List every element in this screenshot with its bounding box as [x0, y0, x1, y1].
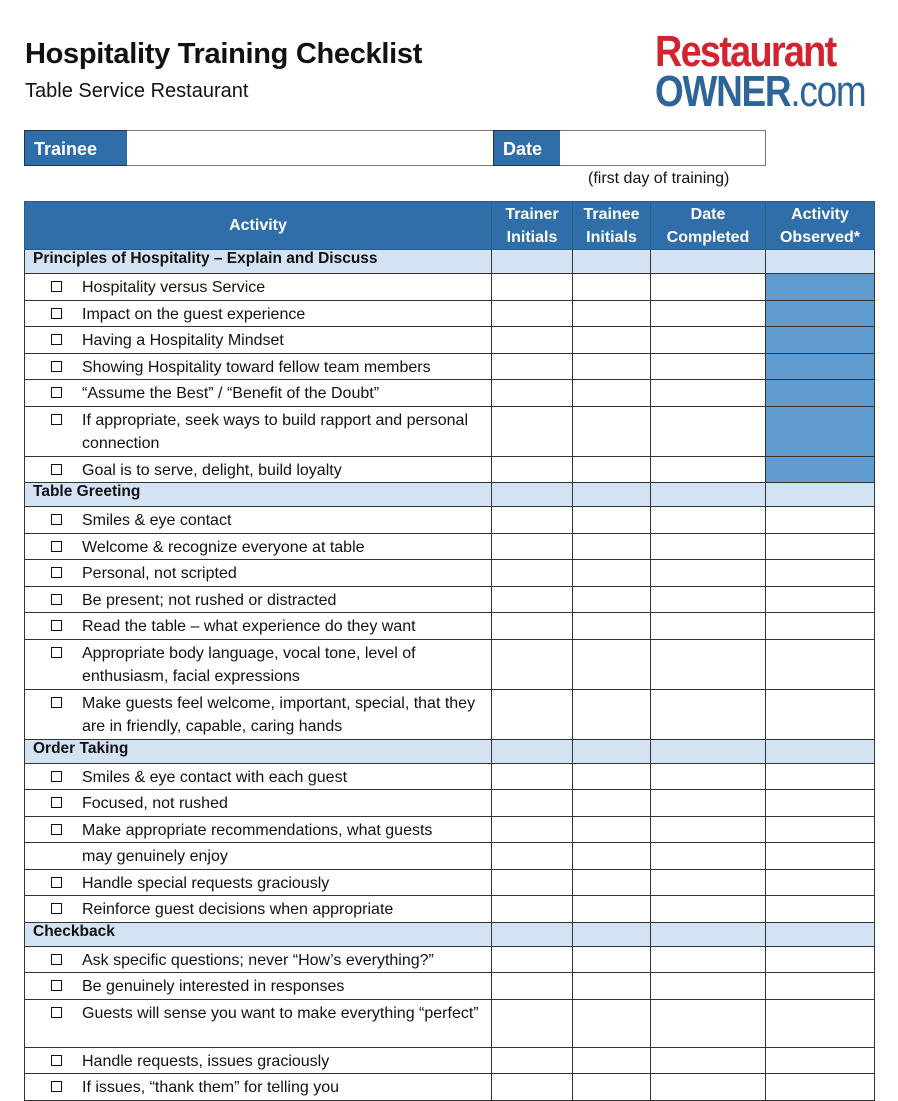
activity-cell: [25, 274, 492, 301]
trainer-initials-cell[interactable]: [492, 613, 573, 640]
checklist-row: [25, 327, 875, 354]
checklist-row: [25, 1047, 875, 1074]
section-empty-cell: [651, 739, 766, 763]
checkbox-icon[interactable]: [51, 824, 62, 835]
checkbox-icon[interactable]: [51, 567, 62, 578]
date-completed-cell[interactable]: [651, 1074, 766, 1101]
checklist-row: [25, 274, 875, 301]
activity-observed-cell[interactable]: [766, 763, 875, 790]
trainer-initials-cell[interactable]: [492, 816, 573, 843]
trainer-initials-cell[interactable]: [492, 1047, 573, 1074]
date-completed-cell[interactable]: [651, 456, 766, 483]
trainee-initials-cell[interactable]: [573, 816, 651, 843]
activity-item: [25, 1048, 491, 1074]
trainee-label: Trainee: [24, 130, 128, 166]
trainee-initials-cell[interactable]: [573, 763, 651, 790]
activity-observed-cell[interactable]: [766, 639, 875, 689]
trainee-initials-cell[interactable]: [573, 639, 651, 689]
activity-observed-cell[interactable]: [766, 274, 875, 301]
section-empty-cell: [492, 922, 573, 946]
date-completed-cell[interactable]: [651, 613, 766, 640]
checkbox-icon[interactable]: [51, 1007, 62, 1018]
col-date-completed-l2: Completed: [666, 228, 750, 246]
activity-text: Make appropriate recommendations, what guests: [82, 821, 433, 839]
activity-item: [25, 790, 491, 816]
activity-observed-cell[interactable]: [766, 1074, 875, 1101]
checkbox-icon[interactable]: [51, 877, 62, 888]
trainee-initials-cell[interactable]: [573, 586, 651, 613]
date-completed-cell[interactable]: [651, 560, 766, 587]
trainee-initials-cell[interactable]: [573, 999, 651, 1047]
section-title: Order Taking: [25, 739, 492, 763]
activity-cell: [25, 327, 492, 354]
date-label: Date: [493, 130, 561, 166]
activity-cell: [25, 896, 492, 923]
checklist-row: [25, 560, 875, 587]
activity-cell: [25, 973, 492, 1000]
activity-cell: [25, 999, 492, 1047]
trainer-initials-cell[interactable]: [492, 300, 573, 327]
date-completed-cell[interactable]: [651, 639, 766, 689]
col-activity-observed: [766, 202, 875, 250]
activity-observed-cell[interactable]: [766, 790, 875, 817]
activity-text: Smiles & eye contact: [82, 512, 232, 529]
activity-observed-cell[interactable]: [766, 973, 875, 1000]
trainer-initials-cell[interactable]: [492, 406, 573, 456]
activity-item: [25, 843, 491, 869]
activity-cell: [25, 560, 492, 587]
trainee-initials-cell[interactable]: [573, 327, 651, 354]
activity-text: If issues, “thank them” for telling you: [82, 1079, 339, 1096]
checklist-row: [25, 816, 875, 843]
date-completed-cell[interactable]: [651, 869, 766, 896]
checkbox-icon[interactable]: [51, 620, 62, 631]
col-trainer-initials: [492, 202, 573, 250]
trainee-initials-cell[interactable]: [573, 946, 651, 973]
checkbox-icon[interactable]: [51, 514, 62, 525]
checklist-row: [25, 1074, 875, 1101]
checklist-row: [25, 790, 875, 817]
col-trainee-initials: [573, 202, 651, 250]
trainee-initials-cell[interactable]: [573, 869, 651, 896]
section-empty-cell: [651, 922, 766, 946]
section-title: Table Greeting: [25, 483, 492, 507]
page-subtitle: Table Service Restaurant: [25, 80, 249, 102]
trainee-initials-cell[interactable]: [573, 406, 651, 456]
activity-text: may genuinely enjoy: [82, 848, 228, 865]
checklist-row: [25, 533, 875, 560]
section-empty-cell: [651, 483, 766, 507]
activity-observed-cell[interactable]: [766, 1047, 875, 1074]
activity-cell: [25, 353, 492, 380]
checkbox-icon[interactable]: [51, 1081, 62, 1092]
activity-cell: [25, 946, 492, 973]
activity-cell: [25, 689, 492, 739]
checkbox-icon[interactable]: [51, 334, 62, 345]
trainer-initials-cell[interactable]: [492, 946, 573, 973]
activity-item: [25, 973, 491, 999]
activity-text: Read the table – what experience do they want: [82, 618, 416, 635]
date-hint: (first day of training): [588, 170, 730, 187]
col-activity-observed-l2: Observed*: [779, 228, 861, 246]
page-title: Hospitality Training Checklist: [25, 38, 423, 70]
col-date-completed: [651, 202, 766, 250]
date-completed-cell[interactable]: [651, 300, 766, 327]
activity-item: [25, 1074, 491, 1100]
section-empty-cell: [766, 922, 875, 946]
date-completed-cell[interactable]: [651, 999, 766, 1047]
trainer-initials-cell[interactable]: [492, 999, 573, 1047]
trainee-initials-cell[interactable]: [573, 507, 651, 534]
activity-item: [25, 327, 491, 353]
trainer-initials-cell[interactable]: [492, 843, 573, 870]
col-trainee-initials-l2: Initials: [586, 228, 637, 246]
checkbox-icon[interactable]: [51, 594, 62, 605]
checkbox-icon[interactable]: [51, 797, 62, 808]
col-activity: Activity: [25, 202, 492, 250]
activity-text: Reinforce guest decisions when appropriate: [82, 901, 394, 918]
activity-cell: [25, 533, 492, 560]
activity-observed-cell[interactable]: [766, 843, 875, 870]
date-field-wrap: [560, 130, 766, 166]
activity-observed-cell[interactable]: [766, 816, 875, 843]
section-row: [25, 250, 875, 274]
activity-text: Be present; not rushed or distracted: [82, 591, 337, 609]
activity-text: Having a Hospitality Mindset: [82, 332, 284, 349]
section-row: [25, 739, 875, 763]
activity-text: Make guests feel welcome, important, special, that they are in friendly, capable, caring hands: [82, 694, 476, 735]
checklist-row: [25, 586, 875, 613]
activity-cell: [25, 507, 492, 534]
activity-cell: [25, 613, 492, 640]
section-empty-cell: [651, 250, 766, 274]
checklist-row: [25, 973, 875, 1000]
activity-text: Handle requests, issues graciously: [82, 1052, 330, 1070]
logo-line-2: [655, 67, 866, 116]
trainee-initials-cell[interactable]: [573, 274, 651, 301]
activity-observed-cell[interactable]: [766, 946, 875, 973]
activity-text: Ask specific questions; never “How’s everything?”: [82, 951, 434, 969]
trainer-initials-cell[interactable]: [492, 533, 573, 560]
activity-text: Handle special requests graciously: [82, 874, 330, 892]
activity-observed-cell[interactable]: [766, 353, 875, 380]
checklist-row: [25, 946, 875, 973]
activity-cell: [25, 816, 492, 843]
checklist-row: [25, 999, 875, 1047]
trainer-initials-cell[interactable]: [492, 639, 573, 689]
checklist-row: [25, 300, 875, 327]
checkbox-icon[interactable]: [51, 361, 62, 372]
activity-observed-cell[interactable]: [766, 869, 875, 896]
spacer: [51, 850, 62, 861]
table-body: [25, 250, 875, 1101]
activity-cell: [25, 1047, 492, 1074]
activity-text: Smiles & eye contact with each guest: [82, 768, 348, 786]
checkbox-icon[interactable]: [51, 414, 62, 425]
trainee-initials-cell[interactable]: [573, 380, 651, 407]
activity-item: [25, 870, 491, 896]
date-input[interactable]: [560, 131, 765, 165]
activity-text: “Assume the Best” / “Benefit of the Doubt”: [82, 385, 380, 402]
activity-text: Personal, not scripted: [82, 565, 237, 582]
activity-text: Appropriate body language, vocal tone, level of enthusiasm, facial expressions: [82, 644, 416, 685]
checklist-row: [25, 456, 875, 483]
activity-observed-cell[interactable]: [766, 999, 875, 1047]
trainee-initials-cell[interactable]: [573, 456, 651, 483]
section-empty-cell: [766, 250, 875, 274]
activity-cell: [25, 456, 492, 483]
section-empty-cell: [492, 483, 573, 507]
checklist-row: [25, 507, 875, 534]
activity-item: [25, 301, 491, 327]
col-trainee-initials-l1: Trainee: [583, 205, 640, 223]
section-empty-cell: [573, 250, 651, 274]
trainee-initials-cell[interactable]: [573, 560, 651, 587]
checklist-row: [25, 763, 875, 790]
activity-text: Impact on the guest experience: [82, 305, 306, 323]
trainee-initials-cell[interactable]: [573, 1047, 651, 1074]
checkbox-icon[interactable]: [51, 541, 62, 552]
activity-cell: [25, 790, 492, 817]
logo-line-1: Restaurant: [655, 27, 836, 76]
date-completed-cell[interactable]: [651, 1047, 766, 1074]
activity-cell: [25, 639, 492, 689]
section-empty-cell: [766, 483, 875, 507]
trainee-initials-cell[interactable]: [573, 843, 651, 870]
activity-item: [25, 407, 491, 456]
trainer-initials-cell[interactable]: [492, 327, 573, 354]
activity-item: [25, 534, 491, 560]
checkbox-icon[interactable]: [51, 308, 62, 319]
activity-item: [25, 613, 491, 639]
checklist-row: [25, 406, 875, 456]
trainee-initials-cell[interactable]: [573, 613, 651, 640]
trainer-initials-cell[interactable]: [492, 869, 573, 896]
section-title: Checkback: [25, 922, 492, 946]
date-completed-cell[interactable]: [651, 763, 766, 790]
activity-observed-cell[interactable]: [766, 380, 875, 407]
activity-item: [25, 560, 491, 586]
checklist-row: [25, 689, 875, 739]
checklist-row: [25, 613, 875, 640]
activity-item: [25, 690, 491, 739]
trainee-initials-cell[interactable]: [573, 1074, 651, 1101]
activity-text: Focused, not rushed: [82, 795, 228, 812]
date-completed-cell[interactable]: [651, 406, 766, 456]
checklist-row: [25, 869, 875, 896]
checkbox-icon[interactable]: [51, 771, 62, 782]
trainer-initials-cell[interactable]: [492, 507, 573, 534]
activity-cell: [25, 763, 492, 790]
date-completed-cell[interactable]: [651, 790, 766, 817]
trainee-input[interactable]: [127, 131, 493, 165]
activity-cell: [25, 869, 492, 896]
trainer-initials-cell[interactable]: [492, 380, 573, 407]
activity-item: [25, 817, 491, 843]
training-checklist-table: [24, 201, 875, 1101]
col-trainer-initials-l1: Trainer: [505, 205, 559, 223]
checkbox-icon[interactable]: [51, 903, 62, 914]
section-empty-cell: [573, 922, 651, 946]
activity-cell: [25, 380, 492, 407]
checklist-row: [25, 639, 875, 689]
col-trainer-initials-l2: Initials: [506, 228, 558, 246]
trainer-initials-cell[interactable]: [492, 896, 573, 923]
section-empty-cell: [573, 739, 651, 763]
trainer-initials-cell[interactable]: [492, 456, 573, 483]
checklist-row: [25, 353, 875, 380]
section-row: [25, 922, 875, 946]
trainee-initials-cell[interactable]: [573, 973, 651, 1000]
activity-observed-cell[interactable]: [766, 456, 875, 483]
activity-observed-cell[interactable]: [766, 560, 875, 587]
checkbox-icon[interactable]: [51, 647, 62, 658]
activity-item: [25, 380, 491, 406]
checkbox-icon[interactable]: [51, 1055, 62, 1066]
activity-observed-cell[interactable]: [766, 689, 875, 739]
activity-item: [25, 507, 491, 533]
date-completed-cell[interactable]: [651, 533, 766, 560]
trainee-initials-cell[interactable]: [573, 300, 651, 327]
activity-cell: [25, 300, 492, 327]
checkbox-icon[interactable]: [51, 387, 62, 398]
trainer-initials-cell[interactable]: [492, 790, 573, 817]
trainer-initials-cell[interactable]: [492, 973, 573, 1000]
section-row: [25, 483, 875, 507]
activity-observed-cell[interactable]: [766, 507, 875, 534]
trainee-initials-cell[interactable]: [573, 790, 651, 817]
checkbox-icon[interactable]: [51, 281, 62, 292]
trainer-initials-cell[interactable]: [492, 763, 573, 790]
date-completed-cell[interactable]: [651, 689, 766, 739]
activity-observed-cell[interactable]: [766, 327, 875, 354]
trainee-field-wrap: [127, 130, 494, 166]
checkbox-icon[interactable]: [51, 464, 62, 475]
activity-observed-cell[interactable]: [766, 613, 875, 640]
date-completed-cell[interactable]: [651, 843, 766, 870]
activity-item: [25, 274, 491, 300]
activity-item: [25, 1000, 491, 1026]
activity-observed-cell[interactable]: [766, 533, 875, 560]
activity-text: Showing Hospitality toward fellow team members: [82, 358, 431, 376]
date-completed-cell[interactable]: [651, 380, 766, 407]
checklist-row: [25, 896, 875, 923]
trainer-initials-cell[interactable]: [492, 560, 573, 587]
trainee-initials-cell[interactable]: [573, 533, 651, 560]
activity-text: Guests will sense you want to make everything “perfect”: [82, 1004, 479, 1022]
logo-dotcom: .com: [790, 67, 866, 116]
activity-text: Be genuinely interested in responses: [82, 978, 345, 995]
date-completed-cell[interactable]: [651, 327, 766, 354]
checklist-row: [25, 380, 875, 407]
trainer-initials-cell[interactable]: [492, 586, 573, 613]
section-title: Principles of Hospitality – Explain and Discuss: [25, 250, 492, 274]
trainee-initials-cell[interactable]: [573, 353, 651, 380]
activity-observed-cell[interactable]: [766, 586, 875, 613]
activity-item: [25, 587, 491, 613]
activity-observed-cell[interactable]: [766, 300, 875, 327]
trainer-initials-cell[interactable]: [492, 689, 573, 739]
date-completed-cell[interactable]: [651, 274, 766, 301]
activity-item: [25, 640, 491, 689]
section-empty-cell: [492, 739, 573, 763]
trainer-initials-cell[interactable]: [492, 1074, 573, 1101]
trainer-initials-cell[interactable]: [492, 274, 573, 301]
checkbox-icon[interactable]: [51, 697, 62, 708]
activity-item: [25, 457, 491, 483]
trainee-initials-cell[interactable]: [573, 689, 651, 739]
checkbox-icon[interactable]: [51, 954, 62, 965]
activity-cell: [25, 843, 492, 870]
date-completed-cell[interactable]: [651, 507, 766, 534]
table-header-row: [25, 202, 875, 250]
activity-observed-cell[interactable]: [766, 406, 875, 456]
col-date-completed-l1: Date: [690, 205, 726, 223]
activity-text: If appropriate, seek ways to build rapport and personal connection: [82, 411, 469, 452]
activity-item: [25, 354, 491, 380]
section-empty-cell: [766, 739, 875, 763]
activity-item: [25, 947, 491, 973]
activity-item: [25, 896, 491, 922]
trainer-initials-cell[interactable]: [492, 353, 573, 380]
logo-owner: OWNER: [655, 67, 791, 116]
date-completed-cell[interactable]: [651, 353, 766, 380]
date-completed-cell[interactable]: [651, 816, 766, 843]
activity-item: [25, 764, 491, 790]
date-completed-cell[interactable]: [651, 973, 766, 1000]
activity-cell: [25, 406, 492, 456]
activity-observed-cell[interactable]: [766, 896, 875, 923]
checkbox-icon[interactable]: [51, 980, 62, 991]
col-activity-observed-l1: Activity: [791, 205, 849, 223]
activity-text: Welcome & recognize everyone at table: [82, 538, 365, 556]
section-empty-cell: [573, 483, 651, 507]
trainee-initials-cell[interactable]: [573, 896, 651, 923]
date-completed-cell[interactable]: [651, 586, 766, 613]
activity-text: Hospitality versus Service: [82, 279, 266, 296]
restaurant-owner-logo: [655, 27, 875, 116]
date-completed-cell[interactable]: [651, 896, 766, 923]
section-empty-cell: [492, 250, 573, 274]
activity-text: Goal is to serve, delight, build loyalty: [82, 461, 342, 479]
activity-cell: [25, 1074, 492, 1101]
checklist-row: [25, 843, 875, 870]
date-completed-cell[interactable]: [651, 946, 766, 973]
activity-cell: [25, 586, 492, 613]
